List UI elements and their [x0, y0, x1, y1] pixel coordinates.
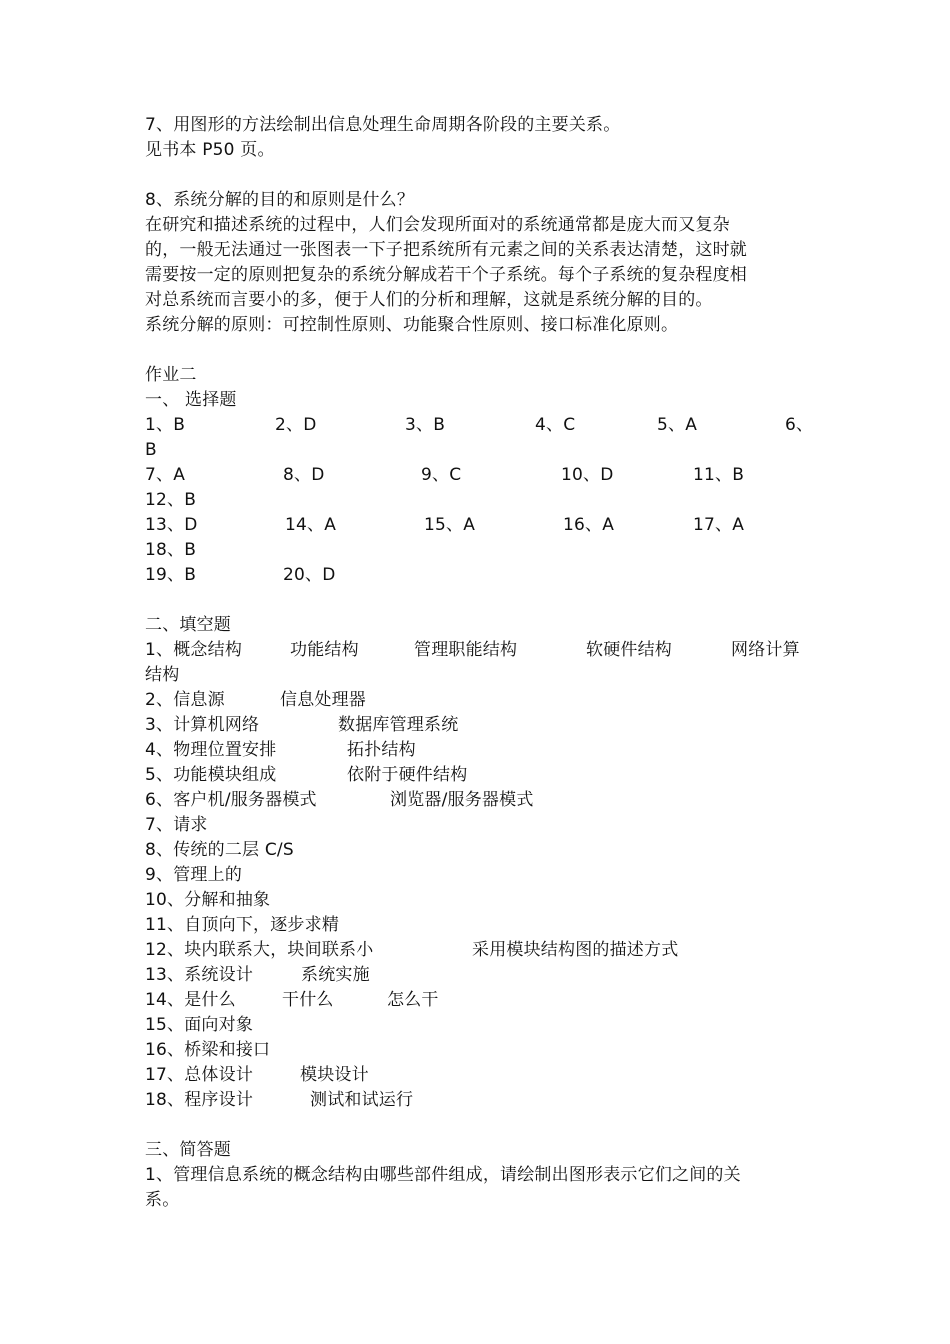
answer-cell: 10、分解和抽象	[145, 890, 271, 910]
fill-row	[0, 988, 950, 1013]
answer-cell: 结构	[145, 665, 180, 685]
answer-cell: 10、D	[561, 465, 614, 485]
fill-row	[0, 788, 950, 813]
answer-cell: 14、A	[285, 515, 337, 535]
answer-cell: 采用模块结构图的描述方式	[472, 940, 679, 960]
q7-title: 7、用图形的方法绘制出信息处理生命周期各阶段的主要关系。	[145, 115, 621, 135]
answer-cell: 2、信息源	[145, 690, 225, 710]
q7-answer: 见书本 P50 页。	[145, 140, 275, 160]
fill-row	[0, 713, 950, 738]
short-heading: 三、简答题	[145, 1140, 231, 1160]
fill-row	[0, 688, 950, 713]
answer-cell: 8、传统的二层 C/S	[145, 840, 294, 860]
choice-heading: 一、 选择题	[145, 390, 237, 410]
q8-title: 8、系统分解的目的和原则是什么？	[145, 190, 415, 210]
answer-cell: 干什么	[282, 990, 334, 1010]
answer-cell: 怎么干	[387, 990, 439, 1010]
answer-cell: 5、功能模块组成	[145, 765, 277, 785]
answer-cell: 12、块内联系大，块间联系小	[145, 940, 374, 960]
answer-cell: 18、B	[145, 540, 197, 560]
answer-cell: 数据库管理系统	[338, 715, 459, 735]
answer-cell: 13、D	[145, 515, 198, 535]
answer-cell: 依附于硬件结构	[347, 765, 468, 785]
answer-cell: 功能结构	[290, 640, 359, 660]
fill-row	[0, 638, 950, 663]
fill-row	[0, 1088, 950, 1113]
answer-cell: 12、B	[145, 490, 197, 510]
fill-row	[0, 738, 950, 763]
choice-row	[0, 513, 950, 538]
answer-cell: 18、程序设计	[145, 1090, 254, 1110]
answer-cell: 9、C	[421, 465, 462, 485]
answer-cell: B	[145, 440, 157, 460]
answer-cell: 7、请求	[145, 815, 208, 835]
fill-row	[0, 763, 950, 788]
answer-cell: 20、D	[283, 565, 336, 585]
fill-row	[0, 938, 950, 963]
answer-cell: 信息处理器	[280, 690, 366, 710]
answer-cell: 系统实施	[301, 965, 370, 985]
answer-cell: 13、系统设计	[145, 965, 254, 985]
answer-cell: 1、B	[145, 415, 186, 435]
answer-cell: 3、B	[405, 415, 446, 435]
choice-row	[0, 413, 950, 438]
answer-cell: 6、	[785, 415, 814, 435]
fill-heading: 二、填空题	[145, 615, 231, 635]
q8-para-line: 的，一般无法通过一张图表一下子把系统所有元素之间的关系表达清楚，这时就	[145, 240, 747, 260]
answer-cell: 网络计算	[731, 640, 800, 660]
answer-cell: 5、A	[657, 415, 698, 435]
answer-cell: 15、A	[424, 515, 476, 535]
fill-row	[0, 1063, 950, 1088]
q8-para-line: 对总系统而言要小的多，便于人们的分析和理解，这就是系统分解的目的。	[145, 290, 713, 310]
answer-cell: 17、总体设计	[145, 1065, 254, 1085]
answer-cell: 管理职能结构	[414, 640, 518, 660]
choice-row	[0, 563, 950, 588]
answer-cell: 17、A	[693, 515, 745, 535]
hw2-title: 作业二	[145, 365, 197, 385]
answer-cell: 软硬件结构	[586, 640, 672, 660]
answer-cell: 2、D	[275, 415, 317, 435]
short-question-line: 系。	[145, 1190, 180, 1210]
choice-row	[0, 463, 950, 488]
answer-cell: 拓扑结构	[347, 740, 416, 760]
q8-para-line: 需要按一定的原则把复杂的系统分解成若干个子系统。每个子系统的复杂程度相	[145, 265, 747, 285]
answer-cell: 测试和试运行	[310, 1090, 414, 1110]
answer-cell: 模块设计	[300, 1065, 369, 1085]
answer-cell: 19、B	[145, 565, 197, 585]
answer-cell: 9、管理上的	[145, 865, 243, 885]
short-question-line: 1、管理信息系统的概念结构由哪些部件组成，请绘制出图形表示它们之间的关	[145, 1165, 741, 1185]
answer-cell: 4、C	[535, 415, 576, 435]
answer-cell: 16、桥梁和接口	[145, 1040, 271, 1060]
answer-cell: 3、计算机网络	[145, 715, 260, 735]
answer-cell: 16、A	[563, 515, 615, 535]
answer-cell: 6、客户机/服务器模式	[145, 790, 317, 810]
answer-cell: 1、概念结构	[145, 640, 243, 660]
answer-cell: 11、自顶向下，逐步求精	[145, 915, 340, 935]
answer-cell: 7、A	[145, 465, 186, 485]
answer-cell: 8、D	[283, 465, 325, 485]
q8-principles: 系统分解的原则：可控制性原则、功能聚合性原则、接口标准化原则。	[145, 315, 679, 335]
answer-cell: 浏览器/服务器模式	[390, 790, 534, 810]
answer-cell: 14、是什么	[145, 990, 236, 1010]
answer-cell: 11、B	[693, 465, 745, 485]
q8-para-line: 在研究和描述系统的过程中，人们会发现所面对的系统通常都是庞大而又复杂	[145, 215, 730, 235]
fill-row	[0, 963, 950, 988]
answer-cell: 4、物理位置安排	[145, 740, 277, 760]
answer-cell: 15、面向对象	[145, 1015, 254, 1035]
